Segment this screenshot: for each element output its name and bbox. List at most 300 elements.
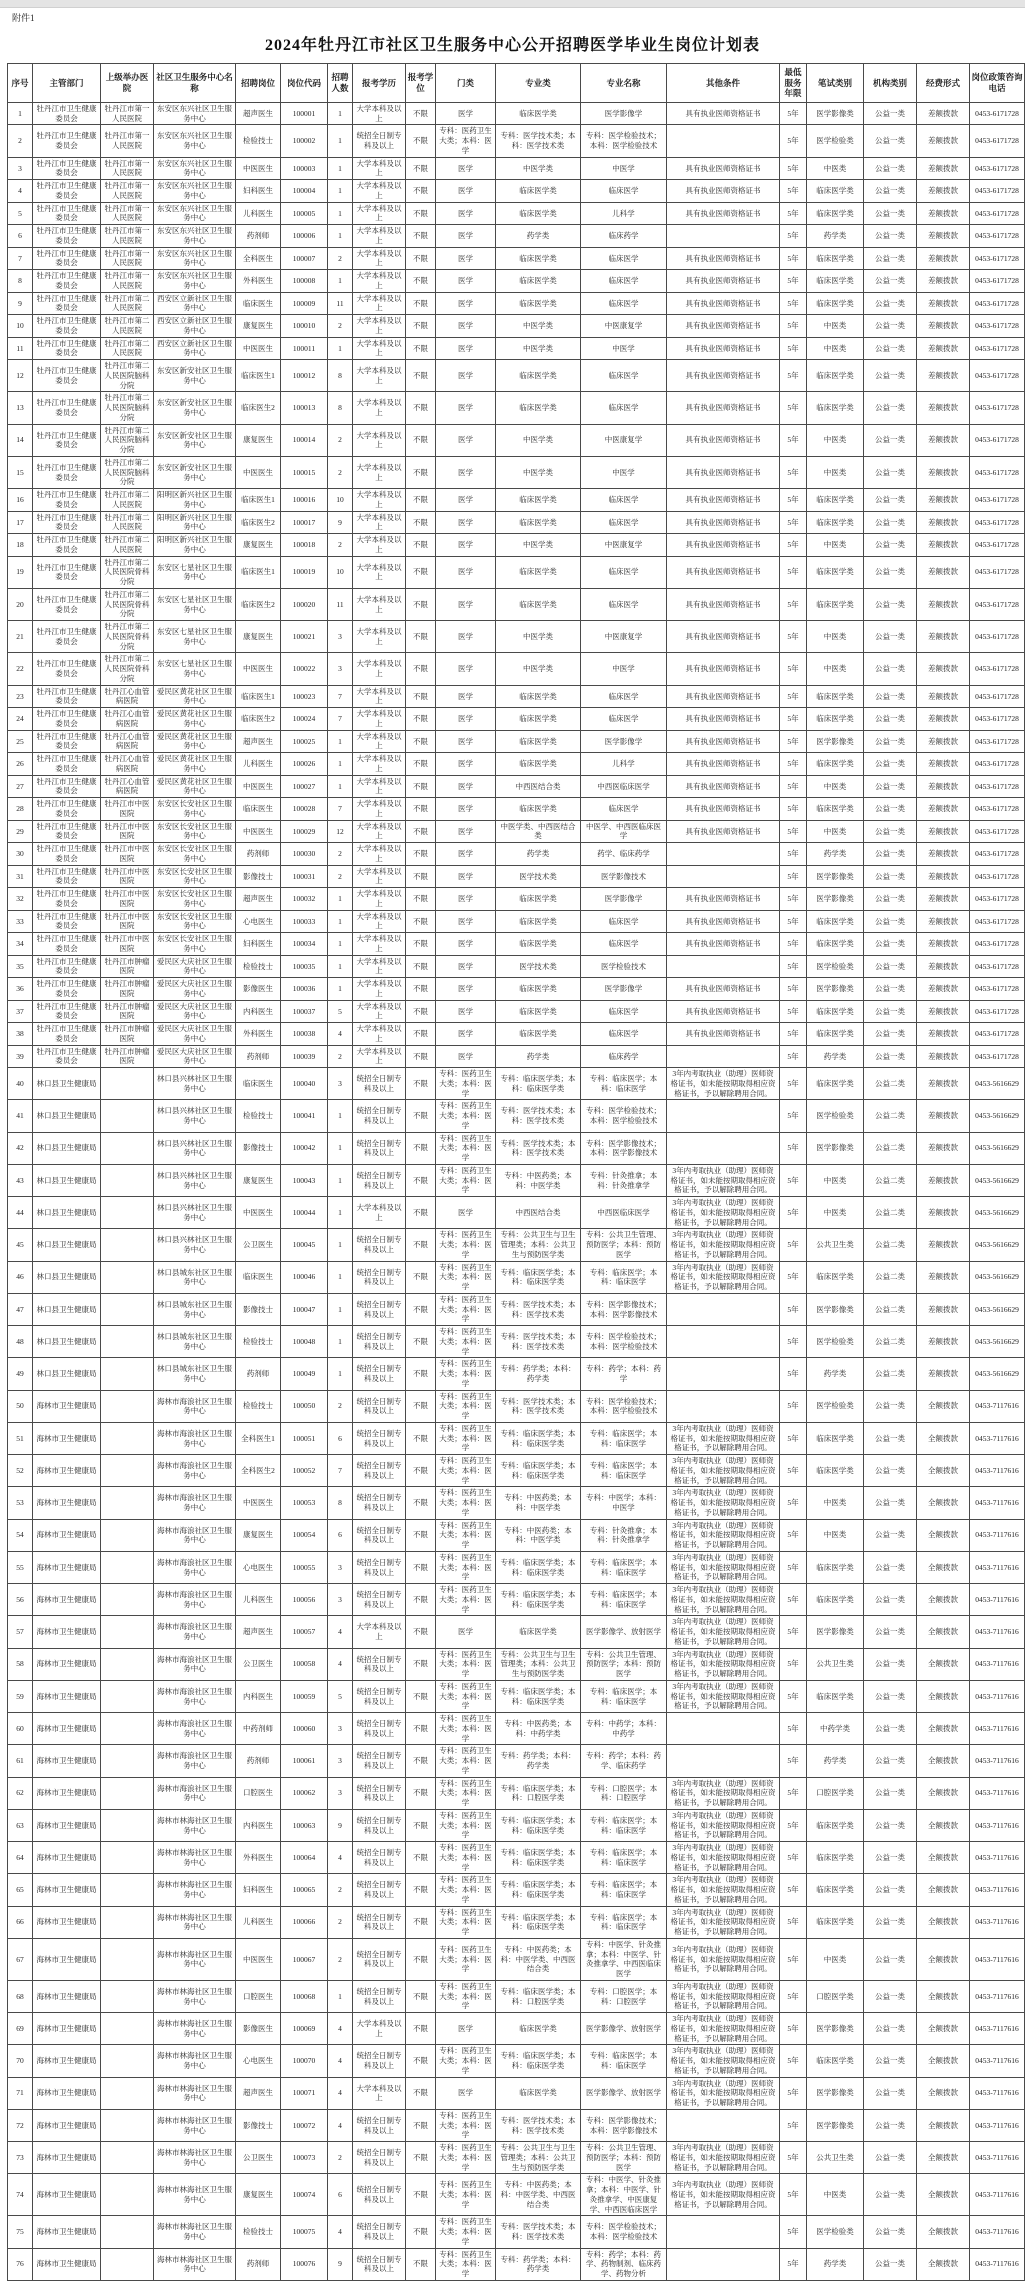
cell-other-conditions: 3年内考取执业（助理）医师资格证书，如未能按期取得相应资格证书，予以解除聘用合同。 xyxy=(667,2142,780,2174)
cell-major-name: 专科：针灸推拿；本科：针灸推拿学 xyxy=(581,1519,667,1551)
cell-education: 统招全日制专科及以上 xyxy=(353,2109,406,2141)
cell-department: 海林市卫生健康局 xyxy=(33,1745,101,1777)
cell-degree: 不限 xyxy=(406,1358,436,1390)
cell-other-conditions xyxy=(667,225,780,248)
table-row xyxy=(8,360,1025,392)
cell-center: 海林市海浪社区卫生服务中心 xyxy=(154,1422,236,1454)
cell-index: 66 xyxy=(8,1906,33,1938)
cell-service-years: 5年 xyxy=(780,621,807,653)
cell-hospital: 牡丹江市第二人民医院脑科分院 xyxy=(101,360,154,392)
cell-center: 西安区立新社区卫生服务中心 xyxy=(154,292,236,315)
cell-other-conditions xyxy=(667,2109,780,2141)
cell-other-conditions: 具有执业医师资格证书 xyxy=(667,202,780,225)
cell-exam-type: 临床医学类 xyxy=(807,1842,864,1874)
cell-education: 大学本科及以上 xyxy=(353,1197,406,1229)
cell-phone: 0453-7117616 xyxy=(970,1487,1025,1519)
cell-major-name: 专科：针灸推拿；本科：针灸推拿学 xyxy=(581,1164,667,1196)
table-row xyxy=(8,1197,1025,1229)
cell-exam-type: 中医类 xyxy=(807,820,864,843)
cell-phone: 0453-5616629 xyxy=(970,1229,1025,1261)
cell-center: 林口县兴林社区卫生服务中心 xyxy=(154,1164,236,1196)
cell-funding: 差额拨款 xyxy=(917,588,970,620)
cell-position: 临床医生2 xyxy=(236,511,281,534)
cell-position: 公卫医生 xyxy=(236,2142,281,2174)
cell-major-class: 专科：公共卫生与卫生管理类；本科：公共卫生与预防医学类 xyxy=(496,1229,581,1261)
cell-funding: 全额拨款 xyxy=(917,2077,970,2109)
cell-exam-type: 临床医学类 xyxy=(807,1000,864,1023)
cell-index: 27 xyxy=(8,775,33,798)
cell-service-years: 5年 xyxy=(780,1487,807,1519)
cell-exam-type: 医学影像类 xyxy=(807,2109,864,2141)
cell-phone: 0453-6171728 xyxy=(970,775,1025,798)
cell-exam-type: 医学影像类 xyxy=(807,865,864,888)
cell-major-name: 专科：中医学；本科：中医学 xyxy=(581,1487,667,1519)
cell-center: 东安区长安社区卫生服务中心 xyxy=(154,798,236,821)
cell-index: 20 xyxy=(8,588,33,620)
cell-other-conditions: 具有执业医师资格证书 xyxy=(667,798,780,821)
cell-major-class: 临床医学类 xyxy=(496,556,581,588)
cell-major-name: 中医康复学 xyxy=(581,424,667,456)
cell-education: 大学本科及以上 xyxy=(353,685,406,708)
table-row xyxy=(8,489,1025,512)
cell-other-conditions: 具有执业医师资格证书 xyxy=(667,102,780,125)
cell-category: 医学 xyxy=(436,556,496,588)
cell-major-name: 临床医学 xyxy=(581,588,667,620)
cell-code: 100057 xyxy=(281,1616,328,1648)
cell-major-name: 专科：医学影像技术；本科：医学影像技术 xyxy=(581,2109,667,2141)
cell-hospital: 牡丹江心血管病医院 xyxy=(101,753,154,776)
cell-major-class: 临床医学类 xyxy=(496,392,581,424)
cell-code: 100037 xyxy=(281,1000,328,1023)
cell-hospital xyxy=(101,1680,154,1712)
cell-major-class: 药学类 xyxy=(496,1045,581,1068)
cell-count: 2 xyxy=(328,534,353,557)
cell-major-name: 专科：临床医学；本科：临床医学 xyxy=(581,1455,667,1487)
cell-hospital: 牡丹江市第一人民医院 xyxy=(101,202,154,225)
cell-hospital: 牡丹江市第二人民医院骨科分院 xyxy=(101,588,154,620)
cell-center: 东安区东兴社区卫生服务中心 xyxy=(154,202,236,225)
cell-major-name: 专科：医学检验技术；本科：医学检验技术 xyxy=(581,1100,667,1132)
cell-major-class: 临床医学类 xyxy=(496,247,581,270)
cell-service-years: 5年 xyxy=(780,202,807,225)
cell-org-type: 公益一类 xyxy=(864,2142,917,2174)
cell-category: 专科：医药卫生大类；本科：医学 xyxy=(436,1358,496,1390)
cell-org-type: 公益一类 xyxy=(864,1551,917,1583)
cell-category: 专科：医药卫生大类；本科：医学 xyxy=(436,1229,496,1261)
cell-department: 牡丹江市卫生健康委员会 xyxy=(33,653,101,685)
cell-code: 100072 xyxy=(281,2109,328,2141)
cell-org-type: 公益一类 xyxy=(864,1777,917,1809)
cell-position: 全科医生 xyxy=(236,247,281,270)
cell-center: 东安区东兴社区卫生服务中心 xyxy=(154,157,236,180)
cell-other-conditions: 具有执业医师资格证书 xyxy=(667,730,780,753)
cell-code: 100027 xyxy=(281,775,328,798)
table-row xyxy=(8,910,1025,933)
cell-education: 统招全日制专科及以上 xyxy=(353,2248,406,2280)
cell-funding: 差额拨款 xyxy=(917,1326,970,1358)
table-row xyxy=(8,1358,1025,1390)
cell-center: 林口县城东社区卫生服务中心 xyxy=(154,1358,236,1390)
table-row xyxy=(8,753,1025,776)
cell-major-class: 临床医学类 xyxy=(496,798,581,821)
cell-category: 专科：医药卫生大类；本科：医学 xyxy=(436,1551,496,1583)
cell-phone: 0453-6171728 xyxy=(970,865,1025,888)
cell-phone: 0453-7117616 xyxy=(970,2013,1025,2045)
cell-degree: 不限 xyxy=(406,157,436,180)
cell-service-years: 5年 xyxy=(780,653,807,685)
cell-org-type: 公益一类 xyxy=(864,621,917,653)
table-row xyxy=(8,1938,1025,1980)
cell-degree: 不限 xyxy=(406,775,436,798)
cell-phone: 0453-6171728 xyxy=(970,225,1025,248)
cell-degree: 不限 xyxy=(406,1519,436,1551)
cell-major-name: 中医康复学 xyxy=(581,315,667,338)
cell-category: 医学 xyxy=(436,424,496,456)
cell-funding: 差额拨款 xyxy=(917,1197,970,1229)
cell-center: 东安区新安社区卫生服务中心 xyxy=(154,456,236,488)
cell-hospital xyxy=(101,1068,154,1100)
cell-major-class: 专科：中医药类；本科：中医学类、中西医结合类 xyxy=(496,2174,581,2216)
cell-major-name: 医学影像学 xyxy=(581,888,667,911)
table-row xyxy=(8,1519,1025,1551)
cell-major-class: 专科：公共卫生与卫生管理类；本科：公共卫生与预防医学类 xyxy=(496,2142,581,2174)
cell-degree: 不限 xyxy=(406,1045,436,1068)
cell-category: 医学 xyxy=(436,360,496,392)
cell-category: 医学 xyxy=(436,2077,496,2109)
cell-count: 1 xyxy=(328,910,353,933)
cell-other-conditions xyxy=(667,1045,780,1068)
table-row xyxy=(8,1000,1025,1023)
cell-major-class: 专科：医学技术类；本科：医学技术类 xyxy=(496,1293,581,1325)
cell-exam-type: 药学类 xyxy=(807,1045,864,1068)
cell-service-years: 5年 xyxy=(780,2216,807,2248)
cell-phone: 0453-6171728 xyxy=(970,157,1025,180)
cell-department: 牡丹江市卫生健康委员会 xyxy=(33,1023,101,1046)
cell-position: 妇科医生 xyxy=(236,933,281,956)
cell-degree: 不限 xyxy=(406,292,436,315)
cell-education: 统招全日制专科及以上 xyxy=(353,1980,406,2012)
cell-service-years: 5年 xyxy=(780,1938,807,1980)
cell-phone: 0453-6171728 xyxy=(970,708,1025,731)
cell-position: 检验技士 xyxy=(236,1390,281,1422)
cell-exam-type: 临床医学类 xyxy=(807,708,864,731)
cell-degree: 不限 xyxy=(406,247,436,270)
cell-education: 大学本科及以上 xyxy=(353,2077,406,2109)
cell-department: 海林市卫生健康局 xyxy=(33,1487,101,1519)
cell-org-type: 公益一类 xyxy=(864,685,917,708)
cell-degree: 不限 xyxy=(406,556,436,588)
cell-funding: 差额拨款 xyxy=(917,753,970,776)
table-row xyxy=(8,1132,1025,1164)
cell-other-conditions: 具有执业医师资格证书 xyxy=(667,247,780,270)
cell-center: 爱民区黄花社区卫生服务中心 xyxy=(154,775,236,798)
cell-major-class: 临床医学类 xyxy=(496,978,581,1001)
cell-category: 医学 xyxy=(436,775,496,798)
cell-org-type: 公益二类 xyxy=(864,1293,917,1325)
cell-hospital xyxy=(101,1745,154,1777)
cell-other-conditions: 具有执业医师资格证书 xyxy=(667,775,780,798)
cell-other-conditions: 具有执业医师资格证书 xyxy=(667,534,780,557)
cell-major-name: 专科：医学检验技术；本科：医学检验技术 xyxy=(581,1390,667,1422)
cell-org-type: 公益一类 xyxy=(864,1842,917,1874)
cell-position: 心电医生 xyxy=(236,910,281,933)
cell-center: 海林市海浪社区卫生服务中心 xyxy=(154,1648,236,1680)
cell-org-type: 公益一类 xyxy=(864,708,917,731)
cell-service-years: 5年 xyxy=(780,1584,807,1616)
cell-department: 牡丹江市卫生健康委员会 xyxy=(33,225,101,248)
cell-other-conditions: 具有执业医师资格证书 xyxy=(667,292,780,315)
cell-org-type: 公益二类 xyxy=(864,1197,917,1229)
cell-hospital: 牡丹江心血管病医院 xyxy=(101,685,154,708)
cell-org-type: 公益一类 xyxy=(864,1874,917,1906)
cell-hospital: 牡丹江市第一人民医院 xyxy=(101,157,154,180)
cell-code: 100031 xyxy=(281,865,328,888)
cell-count: 7 xyxy=(328,798,353,821)
cell-index: 50 xyxy=(8,1390,33,1422)
cell-index: 19 xyxy=(8,556,33,588)
cell-org-type: 公益一类 xyxy=(864,2248,917,2280)
cell-funding: 差额拨款 xyxy=(917,653,970,685)
cell-category: 专科：医药卫生大类；本科：医学 xyxy=(436,1519,496,1551)
cell-exam-type: 公共卫生类 xyxy=(807,1229,864,1261)
cell-other-conditions: 3年内考取执业（助理）医师资格证书，如未能按期取得相应资格证书，予以解除聘用合同。 xyxy=(667,1809,780,1841)
cell-category: 医学 xyxy=(436,337,496,360)
cell-other-conditions: 3年内考取执业（助理）医师资格证书，如未能按期取得相应资格证书，予以解除聘用合同。 xyxy=(667,1197,780,1229)
cell-count: 2 xyxy=(328,1906,353,1938)
table-row xyxy=(8,1745,1025,1777)
table-row xyxy=(8,1261,1025,1293)
cell-code: 100065 xyxy=(281,1874,328,1906)
cell-code: 100034 xyxy=(281,933,328,956)
cell-position: 全科医生2 xyxy=(236,1455,281,1487)
cell-major-name: 专科：公共卫生管理、预防医学；本科：预防医学 xyxy=(581,1229,667,1261)
cell-degree: 不限 xyxy=(406,1980,436,2012)
cell-code: 100054 xyxy=(281,1519,328,1551)
cell-service-years: 5年 xyxy=(780,1809,807,1841)
cell-major-class: 药学类 xyxy=(496,843,581,866)
cell-code: 100043 xyxy=(281,1164,328,1196)
cell-degree: 不限 xyxy=(406,180,436,203)
cell-category: 医学 xyxy=(436,865,496,888)
cell-major-name: 专科：中医学、针灸推拿；本科：中医学、针灸推拿学、中西医临床医学 xyxy=(581,1938,667,1980)
cell-degree: 不限 xyxy=(406,1229,436,1261)
cell-funding: 差额拨款 xyxy=(917,534,970,557)
cell-service-years: 5年 xyxy=(780,888,807,911)
table-row xyxy=(8,270,1025,293)
cell-hospital xyxy=(101,2013,154,2045)
cell-exam-type: 医学检验类 xyxy=(807,1100,864,1132)
cell-major-name: 医学影像学 xyxy=(581,978,667,1001)
cell-index: 31 xyxy=(8,865,33,888)
cell-other-conditions xyxy=(667,955,780,978)
cell-degree: 不限 xyxy=(406,2045,436,2077)
cell-major-class: 专科：中医药类；本科：中医学类 xyxy=(496,1487,581,1519)
cell-center: 东安区长安社区卫生服务中心 xyxy=(154,888,236,911)
cell-exam-type: 口腔医学类 xyxy=(807,1777,864,1809)
cell-hospital xyxy=(101,2174,154,2216)
cell-education: 大学本科及以上 xyxy=(353,102,406,125)
cell-funding: 差额拨款 xyxy=(917,1358,970,1390)
cell-position: 内科医生 xyxy=(236,1680,281,1712)
cell-major-class: 中西医结合类 xyxy=(496,775,581,798)
cell-exam-type: 临床医学类 xyxy=(807,1809,864,1841)
cell-service-years: 5年 xyxy=(780,1068,807,1100)
cell-center: 海林市林海社区卫生服务中心 xyxy=(154,1980,236,2012)
cell-phone: 0453-7117616 xyxy=(970,1874,1025,1906)
cell-code: 100074 xyxy=(281,2174,328,2216)
cell-org-type: 公益一类 xyxy=(864,1938,917,1980)
cell-service-years: 5年 xyxy=(780,1980,807,2012)
cell-degree: 不限 xyxy=(406,1293,436,1325)
cell-code: 100039 xyxy=(281,1045,328,1068)
cell-org-type: 公益一类 xyxy=(864,1713,917,1745)
cell-category: 医学 xyxy=(436,315,496,338)
cell-degree: 不限 xyxy=(406,978,436,1001)
cell-hospital xyxy=(101,1197,154,1229)
table-row xyxy=(8,1680,1025,1712)
cell-center: 东安区东兴社区卫生服务中心 xyxy=(154,125,236,157)
cell-hospital: 牡丹江市第二人民医院 xyxy=(101,511,154,534)
cell-exam-type: 医学检验类 xyxy=(807,1390,864,1422)
cell-exam-type: 中医类 xyxy=(807,456,864,488)
cell-education: 大学本科及以上 xyxy=(353,888,406,911)
cell-center: 东安区东兴社区卫生服务中心 xyxy=(154,102,236,125)
cell-phone: 0453-7117616 xyxy=(970,1551,1025,1583)
cell-code: 100029 xyxy=(281,820,328,843)
cell-funding: 差额拨款 xyxy=(917,337,970,360)
cell-code: 100068 xyxy=(281,1980,328,2012)
cell-major-class: 医学技术类 xyxy=(496,865,581,888)
cell-degree: 不限 xyxy=(406,1487,436,1519)
cell-org-type: 公益一类 xyxy=(864,910,917,933)
cell-exam-type: 临床医学类 xyxy=(807,1551,864,1583)
cell-department: 牡丹江市卫生健康委员会 xyxy=(33,1000,101,1023)
cell-department: 牡丹江市卫生健康委员会 xyxy=(33,202,101,225)
table-row xyxy=(8,534,1025,557)
cell-code: 100047 xyxy=(281,1293,328,1325)
header-cell-hospital: 上级举办医院 xyxy=(101,64,154,103)
cell-category: 专科：医药卫生大类；本科：医学 xyxy=(436,1680,496,1712)
cell-count: 4 xyxy=(328,2109,353,2141)
cell-funding: 差额拨款 xyxy=(917,157,970,180)
cell-index: 70 xyxy=(8,2045,33,2077)
cell-service-years: 5年 xyxy=(780,1000,807,1023)
cell-count: 10 xyxy=(328,556,353,588)
cell-position: 外科医生 xyxy=(236,1023,281,1046)
cell-major-name: 中医学 xyxy=(581,456,667,488)
cell-center: 林口县兴林社区卫生服务中心 xyxy=(154,1100,236,1132)
cell-code: 100063 xyxy=(281,1809,328,1841)
cell-degree: 不限 xyxy=(406,337,436,360)
cell-position: 中医医生 xyxy=(236,820,281,843)
cell-service-years: 5年 xyxy=(780,1326,807,1358)
header-cell-other-conditions: 其他条件 xyxy=(667,64,780,103)
cell-category: 专科：医药卫生大类；本科：医学 xyxy=(436,1809,496,1841)
cell-funding: 差额拨款 xyxy=(917,775,970,798)
cell-major-name: 临床医学 xyxy=(581,247,667,270)
table-row xyxy=(8,1809,1025,1841)
cell-major-name: 临床医学 xyxy=(581,180,667,203)
cell-degree: 不限 xyxy=(406,2248,436,2280)
cell-major-class: 专科：临床医学类；本科：临床医学类 xyxy=(496,1809,581,1841)
cell-education: 统招全日制专科及以上 xyxy=(353,1358,406,1390)
cell-major-name: 专科：医学影像技术；本科：医学影像技术 xyxy=(581,1293,667,1325)
header-row xyxy=(8,64,1025,103)
cell-degree: 不限 xyxy=(406,424,436,456)
cell-major-name: 临床医学 xyxy=(581,489,667,512)
cell-hospital xyxy=(101,1980,154,2012)
cell-code: 100071 xyxy=(281,2077,328,2109)
cell-category: 医学 xyxy=(436,102,496,125)
cell-phone: 0453-6171728 xyxy=(970,125,1025,157)
cell-count: 1 xyxy=(328,978,353,1001)
cell-education: 统招全日制专科及以上 xyxy=(353,1422,406,1454)
cell-service-years: 5年 xyxy=(780,270,807,293)
cell-hospital xyxy=(101,1777,154,1809)
cell-hospital: 牡丹江市第一人民医院 xyxy=(101,102,154,125)
cell-service-years: 5年 xyxy=(780,843,807,866)
cell-degree: 不限 xyxy=(406,1713,436,1745)
cell-center: 海林市林海社区卫生服务中心 xyxy=(154,2142,236,2174)
cell-category: 医学 xyxy=(436,392,496,424)
cell-major-class: 临床医学类 xyxy=(496,270,581,293)
cell-phone: 0453-7117616 xyxy=(970,2174,1025,2216)
table-row xyxy=(8,843,1025,866)
cell-department: 牡丹江市卫生健康委员会 xyxy=(33,534,101,557)
cell-education: 统招全日制专科及以上 xyxy=(353,1745,406,1777)
cell-phone: 0453-6171728 xyxy=(970,588,1025,620)
cell-department: 牡丹江市卫生健康委员会 xyxy=(33,157,101,180)
cell-major-class: 专科：临床医学类；本科：临床医学类 xyxy=(496,1906,581,1938)
cell-org-type: 公益一类 xyxy=(864,270,917,293)
cell-position: 儿科医生 xyxy=(236,202,281,225)
table-row xyxy=(8,1326,1025,1358)
cell-position: 外科医生 xyxy=(236,1842,281,1874)
table-row xyxy=(8,1648,1025,1680)
cell-education: 统招全日制专科及以上 xyxy=(353,1680,406,1712)
cell-other-conditions: 3年内考取执业（助理）医师资格证书，如未能按期取得相应资格证书，予以解除聘用合同。 xyxy=(667,2077,780,2109)
cell-major-name: 儿科学 xyxy=(581,753,667,776)
cell-exam-type: 临床医学类 xyxy=(807,556,864,588)
cell-department: 牡丹江市卫生健康委员会 xyxy=(33,865,101,888)
cell-service-years: 5年 xyxy=(780,534,807,557)
cell-phone: 0453-6171728 xyxy=(970,621,1025,653)
cell-exam-type: 临床医学类 xyxy=(807,180,864,203)
cell-position: 心电医生 xyxy=(236,2045,281,2077)
table-row xyxy=(8,730,1025,753)
table-row xyxy=(8,2248,1025,2280)
cell-major-name: 专科：临床医学；本科：临床医学 xyxy=(581,1680,667,1712)
cell-funding: 全额拨款 xyxy=(917,1519,970,1551)
cell-education: 统招全日制专科及以上 xyxy=(353,2142,406,2174)
cell-count: 1 xyxy=(328,157,353,180)
cell-code: 100025 xyxy=(281,730,328,753)
cell-major-name: 专科：药学；本科：药学、药物制剂、临床药学、药物分析 xyxy=(581,2248,667,2280)
cell-other-conditions: 3年内考取执业（助理）医师资格证书，如未能按期取得相应资格证书，予以解除聘用合同。 xyxy=(667,1551,780,1583)
cell-count: 12 xyxy=(328,820,353,843)
cell-category: 医学 xyxy=(436,511,496,534)
header-cell-education: 报考学历 xyxy=(353,64,406,103)
cell-service-years: 5年 xyxy=(780,1616,807,1648)
cell-education: 大学本科及以上 xyxy=(353,730,406,753)
cell-hospital: 牡丹江市中医医院 xyxy=(101,865,154,888)
cell-department: 林口县卫生健康局 xyxy=(33,1261,101,1293)
cell-category: 专科：医药卫生大类；本科：医学 xyxy=(436,1293,496,1325)
cell-code: 100030 xyxy=(281,843,328,866)
cell-degree: 不限 xyxy=(406,1261,436,1293)
cell-department: 林口县卫生健康局 xyxy=(33,1197,101,1229)
cell-major-class: 专科：医学技术类；本科：医学技术类 xyxy=(496,2216,581,2248)
